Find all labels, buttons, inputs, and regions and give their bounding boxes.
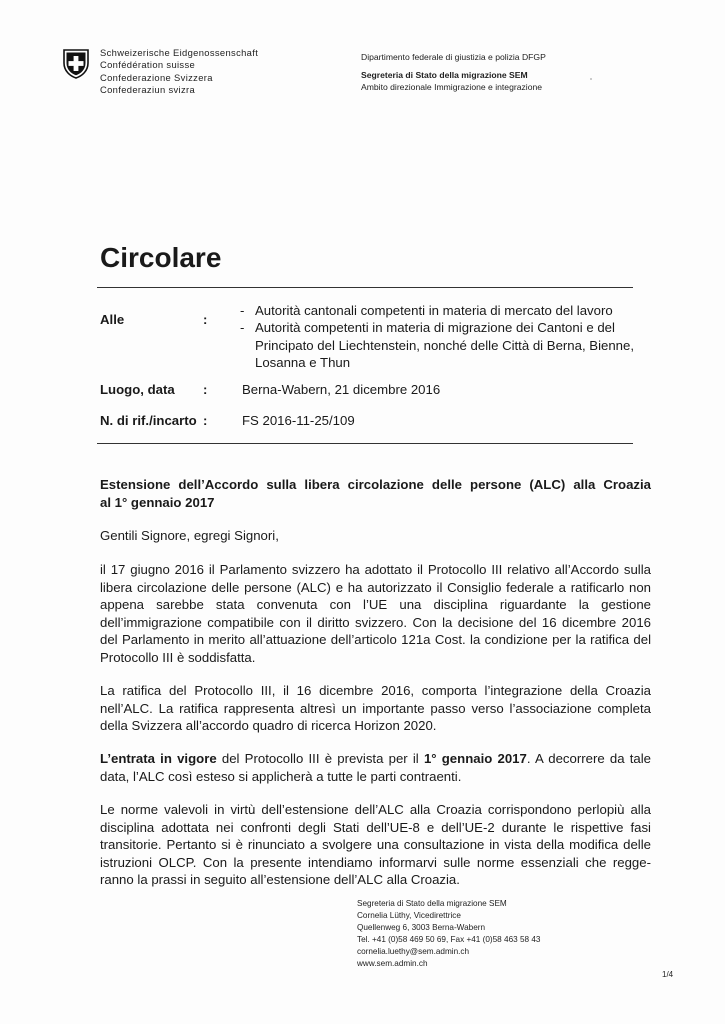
text-line: transitorie. Pertanto si è rinunciato a svolgere una consultazione in vista della modifica delle [100,837,651,853]
office-name: Segreteria di Stato della migrazione SEM [361,70,528,80]
page-number: 1/4 [662,970,674,979]
paragraph-2 [100,682,651,735]
divider-top [97,287,633,288]
contact-office: Segreteria di Stato della migrazione SEM [357,899,507,908]
divider-bottom [97,443,633,444]
page-title: Circolare [100,242,222,273]
paragraph-1 [100,561,651,667]
confederation-it: Confederazione Svizzera [100,71,213,83]
place-date-label: Luogo, data [100,382,175,397]
text-line: della Svizzera all’accordo quadro di ricerca Horizon 2020. [100,718,437,734]
bold-phrase: L’entrata in vigore [100,751,217,766]
confederation-rm: Confederaziun svizra [100,84,196,96]
recipient-text: Autorità cantonali competenti in materia di mercato del lavoro [255,303,613,318]
reference-colon: : [203,413,208,428]
text-line: il 17 giugno 2016 il Parlamento svizzero ha adottato il Protocollo III relativo all’Accordo sulla [100,562,651,577]
confederation-names [100,47,258,97]
recipient-item [240,319,640,371]
subject-line: Estensione dell’Accordo sulla libera circolazione delle persone (ALC) alla Croazia [100,477,651,492]
recipients-label: Alle [100,312,125,327]
department-name: Dipartimento federale di giustizia e polizia DFGP [361,52,546,62]
text-line: nell’ALC. La ratifica rappresenta altresì un importante passo verso l’associazione completa [100,700,651,716]
reference-value: FS 2016-11-25/109 [242,413,355,428]
text-line: La ratifica del Protocollo III, il 16 dicembre 2016, comporta l’integrazione della Croazia [100,683,651,698]
list-dash: - [240,303,245,318]
division-name: Ambito direzionale Immigrazione e integrazione [361,82,543,92]
text-line: data, l’ALC così esteso si applicherà a tutte le parti contraenti. [100,768,462,784]
place-date-colon: : [203,382,208,397]
scan-speck [590,78,592,80]
paragraph-3 [100,750,651,785]
text-fragment: . A decorrere da tale [526,751,652,766]
paragraph-4 [100,801,651,889]
text-line: appena sarebbe stata convenuta con l’UE una disciplina riguardante la gestione [100,597,651,613]
salutation: Gentili Signore, egregi Signori, [100,528,279,543]
contact-email: cornelia.luethy@sem.admin.ch [357,946,470,956]
place-date-value: Berna-Wabern, 21 dicembre 2016 [242,382,441,397]
department-header [361,51,546,93]
text-fragment: del Protocollo III è prevista per il [216,751,424,766]
text-line: Le norme valevoli in virtù dell’estensione dell’ALC alla Croazia corrispondono perlopiù alla [100,802,651,817]
list-dash: - [240,320,245,336]
contact-person: Cornelia Lüthy, Vicedirettrice [357,910,461,920]
contact-phone: Tel. +41 (0)58 469 50 69, Fax +41 (0)58 463 58 43 [357,934,541,944]
confederation-de: Schweizerische Eidgenossenschaft [100,47,259,58]
text-line: dell’immigrazione compatibile con il diritto svizzero. Con la decisione del 16 dicembre 2016 [100,614,651,630]
reference-label: N. di rif./incarto [100,413,197,428]
text-line: Protocollo III è soddisfatta. [100,649,256,665]
recipients-list [240,302,640,371]
contact-block [357,898,540,969]
contact-website: www.sem.admin.ch [357,958,428,968]
recipient-item [240,302,640,319]
bold-date: 1° gennaio 2017 [423,751,527,766]
subject-heading [100,476,651,512]
text-line: ranno la prassi in seguito all’estensione dell’ALC alla Croazia. [100,872,460,888]
text-line: del Parlamento in merito all’attuazione dell’articolo 121a Cost. la condizione per la ratifica del [100,632,651,648]
recipient-text: Autorità competenti in materia di migrazione dei Cantoni e del Principato del Liechtenstein, nonché delle Città di Berna, Bienne, Losanna e Thun [255,320,635,370]
swiss-crest-logo [63,49,89,79]
text-line: libera circolazione delle persone (ALC) e ha autorizzato il Consiglio federale a ratificarlo non [100,579,651,595]
text-line: disciplina adottata nei confronti degli Stati dell’UE-8 e dell’UE-2 durante le rispettive fasi [100,819,651,835]
subject-line: al 1° gennaio 2017 [100,495,215,510]
confederation-fr: Confédération suisse [100,59,196,71]
recipients-colon: : [203,312,208,327]
text-line: istruzioni OLCP. Con la presente intendiamo informarvi sulle norme essenziali che regge- [100,854,651,870]
text-line [100,750,651,768]
contact-address: Quellenweg 6, 3003 Berna-Wabern [357,922,486,932]
